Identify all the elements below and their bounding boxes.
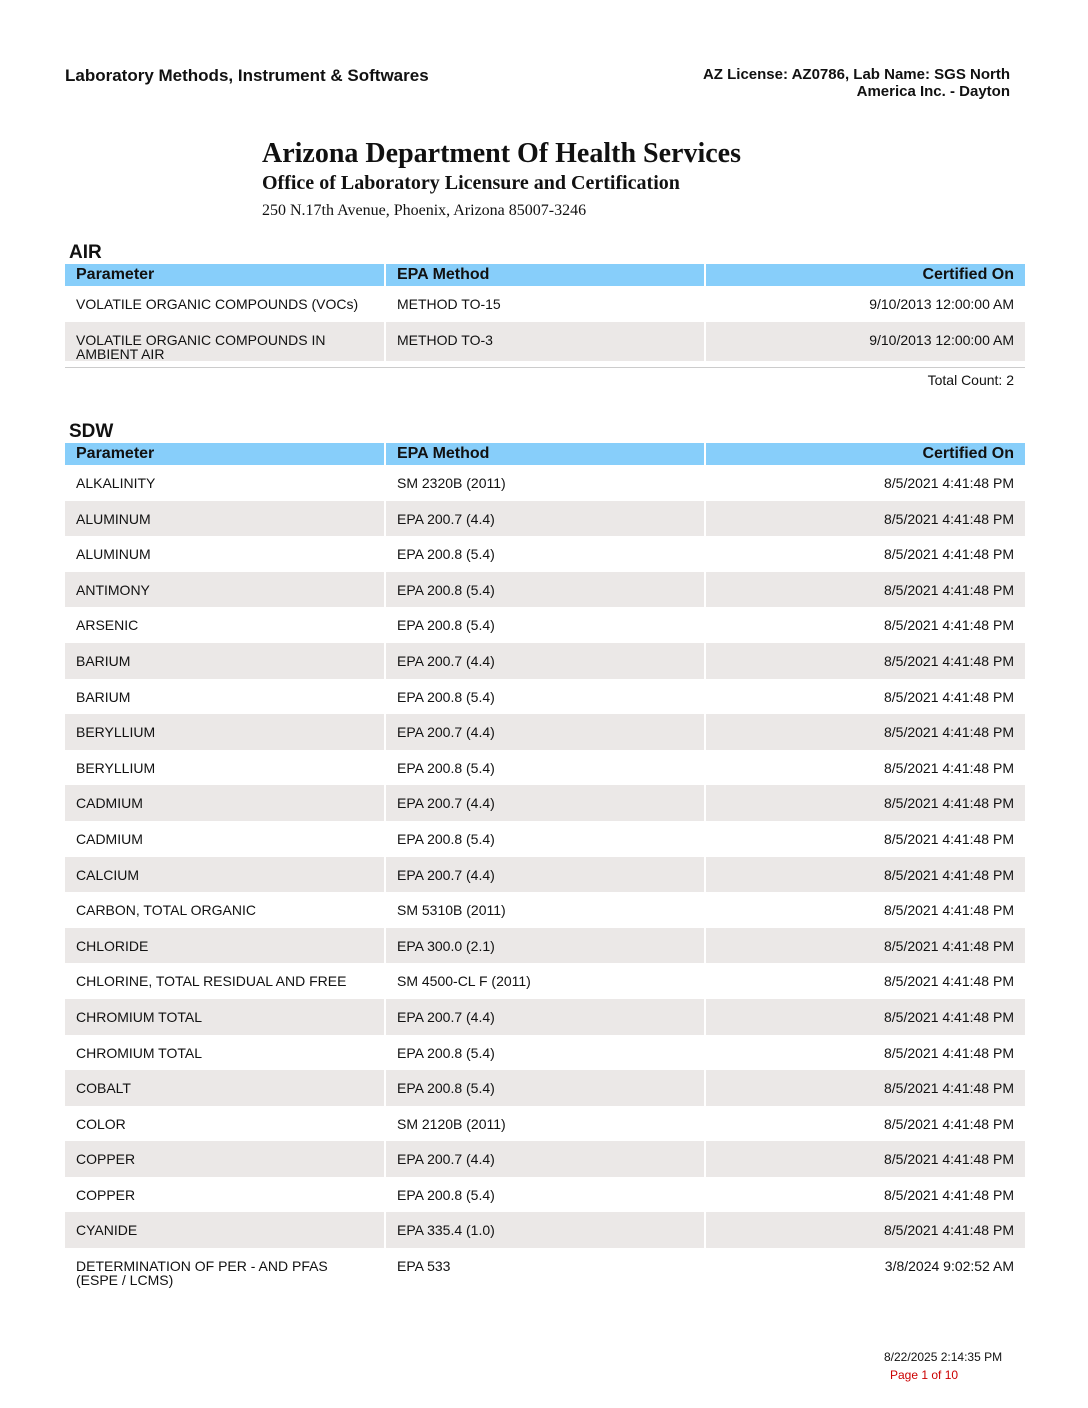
cell-certified: 8/5/2021 4:41:48 PM (884, 1115, 1014, 1132)
cell-parameter: BARIUM (65, 679, 385, 715)
table-row (65, 572, 1025, 608)
table-row (65, 999, 1025, 1035)
cell-parameter: COBALT (65, 1070, 385, 1106)
cell-certified: 8/5/2021 4:41:48 PM (884, 1186, 1014, 1203)
cell-parameter: ALKALINITY (65, 465, 385, 501)
cell-method: EPA 200.8 (5.4) (385, 1070, 705, 1106)
table-row (65, 928, 1025, 964)
cell-method: EPA 200.7 (4.4) (385, 857, 705, 893)
cell-method: EPA 200.7 (4.4) (385, 501, 705, 537)
cell-certified: 8/5/2021 4:41:48 PM (705, 501, 1025, 537)
cell-parameter: CHROMIUM TOTAL (65, 999, 385, 1035)
air-section-title: AIR (69, 242, 102, 263)
cell-method: EPA 200.8 (5.4) (385, 750, 705, 786)
table-row (65, 785, 1025, 821)
cell-method: EPA 200.7 (4.4) (385, 785, 705, 821)
cell-method: EPA 300.0 (2.1) (385, 928, 705, 964)
cell-parameter: CHLORIDE (65, 928, 385, 964)
cell-method: EPA 200.7 (4.4) (385, 714, 705, 750)
cell-certified: 8/5/2021 4:41:48 PM (884, 973, 1014, 990)
table-row (65, 857, 1025, 893)
cell-method: SM 2320B (2011) (385, 465, 705, 501)
sdw-table (65, 443, 1025, 1287)
cell-method: EPA 200.7 (4.4) (385, 643, 705, 679)
table-row (65, 1141, 1025, 1177)
cell-method: SM 4500-CL F (2011) (385, 963, 705, 999)
org-subtitle: Office of Laboratory Licensure and Certification (262, 172, 680, 194)
cell-certified: 8/5/2021 4:41:48 PM (705, 857, 1025, 893)
table-row (65, 501, 1025, 537)
cell-certified: 8/5/2021 4:41:48 PM (705, 572, 1025, 608)
org-block (262, 138, 741, 226)
sdw-header-row (65, 443, 1025, 465)
table-row (65, 963, 1025, 999)
cell-parameter: COLOR (65, 1106, 385, 1142)
col-certified: Certified On (705, 264, 1025, 286)
cell-parameter: ALUMINUM (65, 501, 385, 537)
cell-parameter: VOLATILE ORGANIC COMPOUNDS (VOCs) (65, 286, 385, 322)
cell-parameter: ALUMINUM (65, 536, 385, 572)
cell-parameter: BERYLLIUM (65, 750, 385, 786)
cell-method: EPA 200.8 (5.4) (385, 1177, 705, 1213)
cell-parameter: ANTIMONY (65, 572, 385, 608)
org-title: Arizona Department Of Health Services (262, 138, 741, 169)
air-header-row (65, 264, 1025, 286)
org-address: 250 N.17th Avenue, Phoenix, Arizona 85007-3246 (262, 202, 587, 219)
cell-certified: 8/5/2021 4:41:48 PM (705, 999, 1025, 1035)
cell-method: EPA 200.7 (4.4) (385, 1141, 705, 1177)
cell-parameter: CALCIUM (65, 857, 385, 893)
table-row (65, 465, 1025, 501)
table-row (65, 1248, 1025, 1287)
col-parameter: Parameter (65, 443, 385, 465)
table-row (65, 714, 1025, 750)
cell-certified: 8/5/2021 4:41:48 PM (884, 546, 1014, 563)
cell-certified: 9/10/2013 12:00:00 AM (869, 296, 1014, 312)
table-row (65, 679, 1025, 715)
cell-parameter: ARSENIC (65, 607, 385, 643)
cell-certified: 8/5/2021 4:41:48 PM (705, 1141, 1025, 1177)
cell-certified: 8/5/2021 4:41:48 PM (884, 830, 1014, 847)
license-info (650, 66, 1010, 100)
cell-method: EPA 200.8 (5.4) (385, 1035, 705, 1071)
table-row (65, 1106, 1025, 1142)
table-row (65, 536, 1025, 572)
cell-certified: 8/5/2021 4:41:48 PM (705, 785, 1025, 821)
cell-method: EPA 200.8 (5.4) (385, 679, 705, 715)
license-line-2: America Inc. - Dayton (856, 83, 1010, 100)
footer-date: 8/22/2025 2:14:35 PM (884, 1350, 1003, 1364)
license-line-1: AZ License: AZ0786, Lab Name: SGS North (702, 66, 1010, 83)
cell-parameter: VOLATILE ORGANIC COMPOUNDS IN AMBIENT AIR (65, 322, 385, 361)
col-parameter: Parameter (65, 264, 385, 286)
sdw-table-body (65, 465, 1025, 1287)
cell-certified: 8/5/2021 4:41:48 PM (705, 1070, 1025, 1106)
cell-certified: 9/10/2013 12:00:00 AM (705, 322, 1025, 361)
cell-parameter: CHROMIUM TOTAL (65, 1035, 385, 1071)
table-row (65, 1070, 1025, 1106)
cell-parameter: CADMIUM (65, 785, 385, 821)
cell-parameter: COPPER (65, 1141, 385, 1177)
cell-certified: 8/5/2021 4:41:48 PM (705, 714, 1025, 750)
cell-certified: 8/5/2021 4:41:48 PM (884, 688, 1014, 705)
table-row (65, 1212, 1025, 1248)
cell-parameter: DETERMINATION OF PER - AND PFAS (ESPE / LCMS) (65, 1248, 385, 1287)
cell-parameter: COPPER (65, 1177, 385, 1213)
cell-parameter: BARIUM (65, 643, 385, 679)
table-row (65, 750, 1025, 786)
air-section (65, 242, 1025, 388)
table-row (65, 286, 1025, 322)
table-row (65, 607, 1025, 643)
table-row (65, 1035, 1025, 1071)
footer-page-number: Page 1 of 10 (890, 1368, 959, 1382)
table-row (65, 643, 1025, 679)
cell-certified: 8/5/2021 4:41:48 PM (705, 928, 1025, 964)
sdw-section-title: SDW (69, 421, 114, 442)
air-table (65, 264, 1025, 361)
table-row (65, 322, 1025, 361)
cell-certified: 8/5/2021 4:41:48 PM (705, 643, 1025, 679)
cell-parameter: CARBON, TOTAL ORGANIC (65, 892, 385, 928)
cell-method: SM 5310B (2011) (385, 892, 705, 928)
cell-parameter: BERYLLIUM (65, 714, 385, 750)
cell-certified: 8/5/2021 4:41:48 PM (884, 759, 1014, 776)
table-row (65, 821, 1025, 857)
report-title: Laboratory Methods, Instrument & Softwares (65, 66, 429, 85)
cell-method: SM 2120B (2011) (385, 1106, 705, 1142)
cell-method: EPA 335.4 (1.0) (385, 1212, 705, 1248)
col-method: EPA Method (385, 443, 705, 465)
cell-method: EPA 533 (385, 1248, 705, 1287)
col-method: EPA Method (385, 264, 705, 286)
cell-method: EPA 200.8 (5.4) (385, 536, 705, 572)
table-row (65, 1177, 1025, 1213)
col-certified: Certified On (705, 443, 1025, 465)
cell-method: EPA 200.8 (5.4) (385, 607, 705, 643)
sdw-section (65, 421, 1025, 1287)
cell-parameter: CYANIDE (65, 1212, 385, 1248)
cell-certified: 8/5/2021 4:41:48 PM (884, 475, 1014, 491)
cell-certified: 3/8/2024 9:02:52 AM (884, 1258, 1014, 1275)
air-total-count: Total Count: 2 (65, 367, 1025, 388)
air-table-body (65, 286, 1025, 361)
cell-certified: 8/5/2021 4:41:48 PM (884, 902, 1014, 919)
cell-method: METHOD TO-15 (385, 286, 705, 322)
cell-parameter: CADMIUM (65, 821, 385, 857)
cell-certified: 8/5/2021 4:41:48 PM (705, 1212, 1025, 1248)
table-row (65, 892, 1025, 928)
cell-method: EPA 200.7 (4.4) (385, 999, 705, 1035)
cell-certified: 8/5/2021 4:41:48 PM (884, 617, 1014, 634)
cell-method: EPA 200.8 (5.4) (385, 572, 705, 608)
cell-certified: 8/5/2021 4:41:48 PM (884, 1044, 1014, 1061)
cell-method: EPA 200.8 (5.4) (385, 821, 705, 857)
cell-parameter: CHLORINE, TOTAL RESIDUAL AND FREE (65, 963, 385, 999)
cell-method: METHOD TO-3 (385, 322, 705, 361)
